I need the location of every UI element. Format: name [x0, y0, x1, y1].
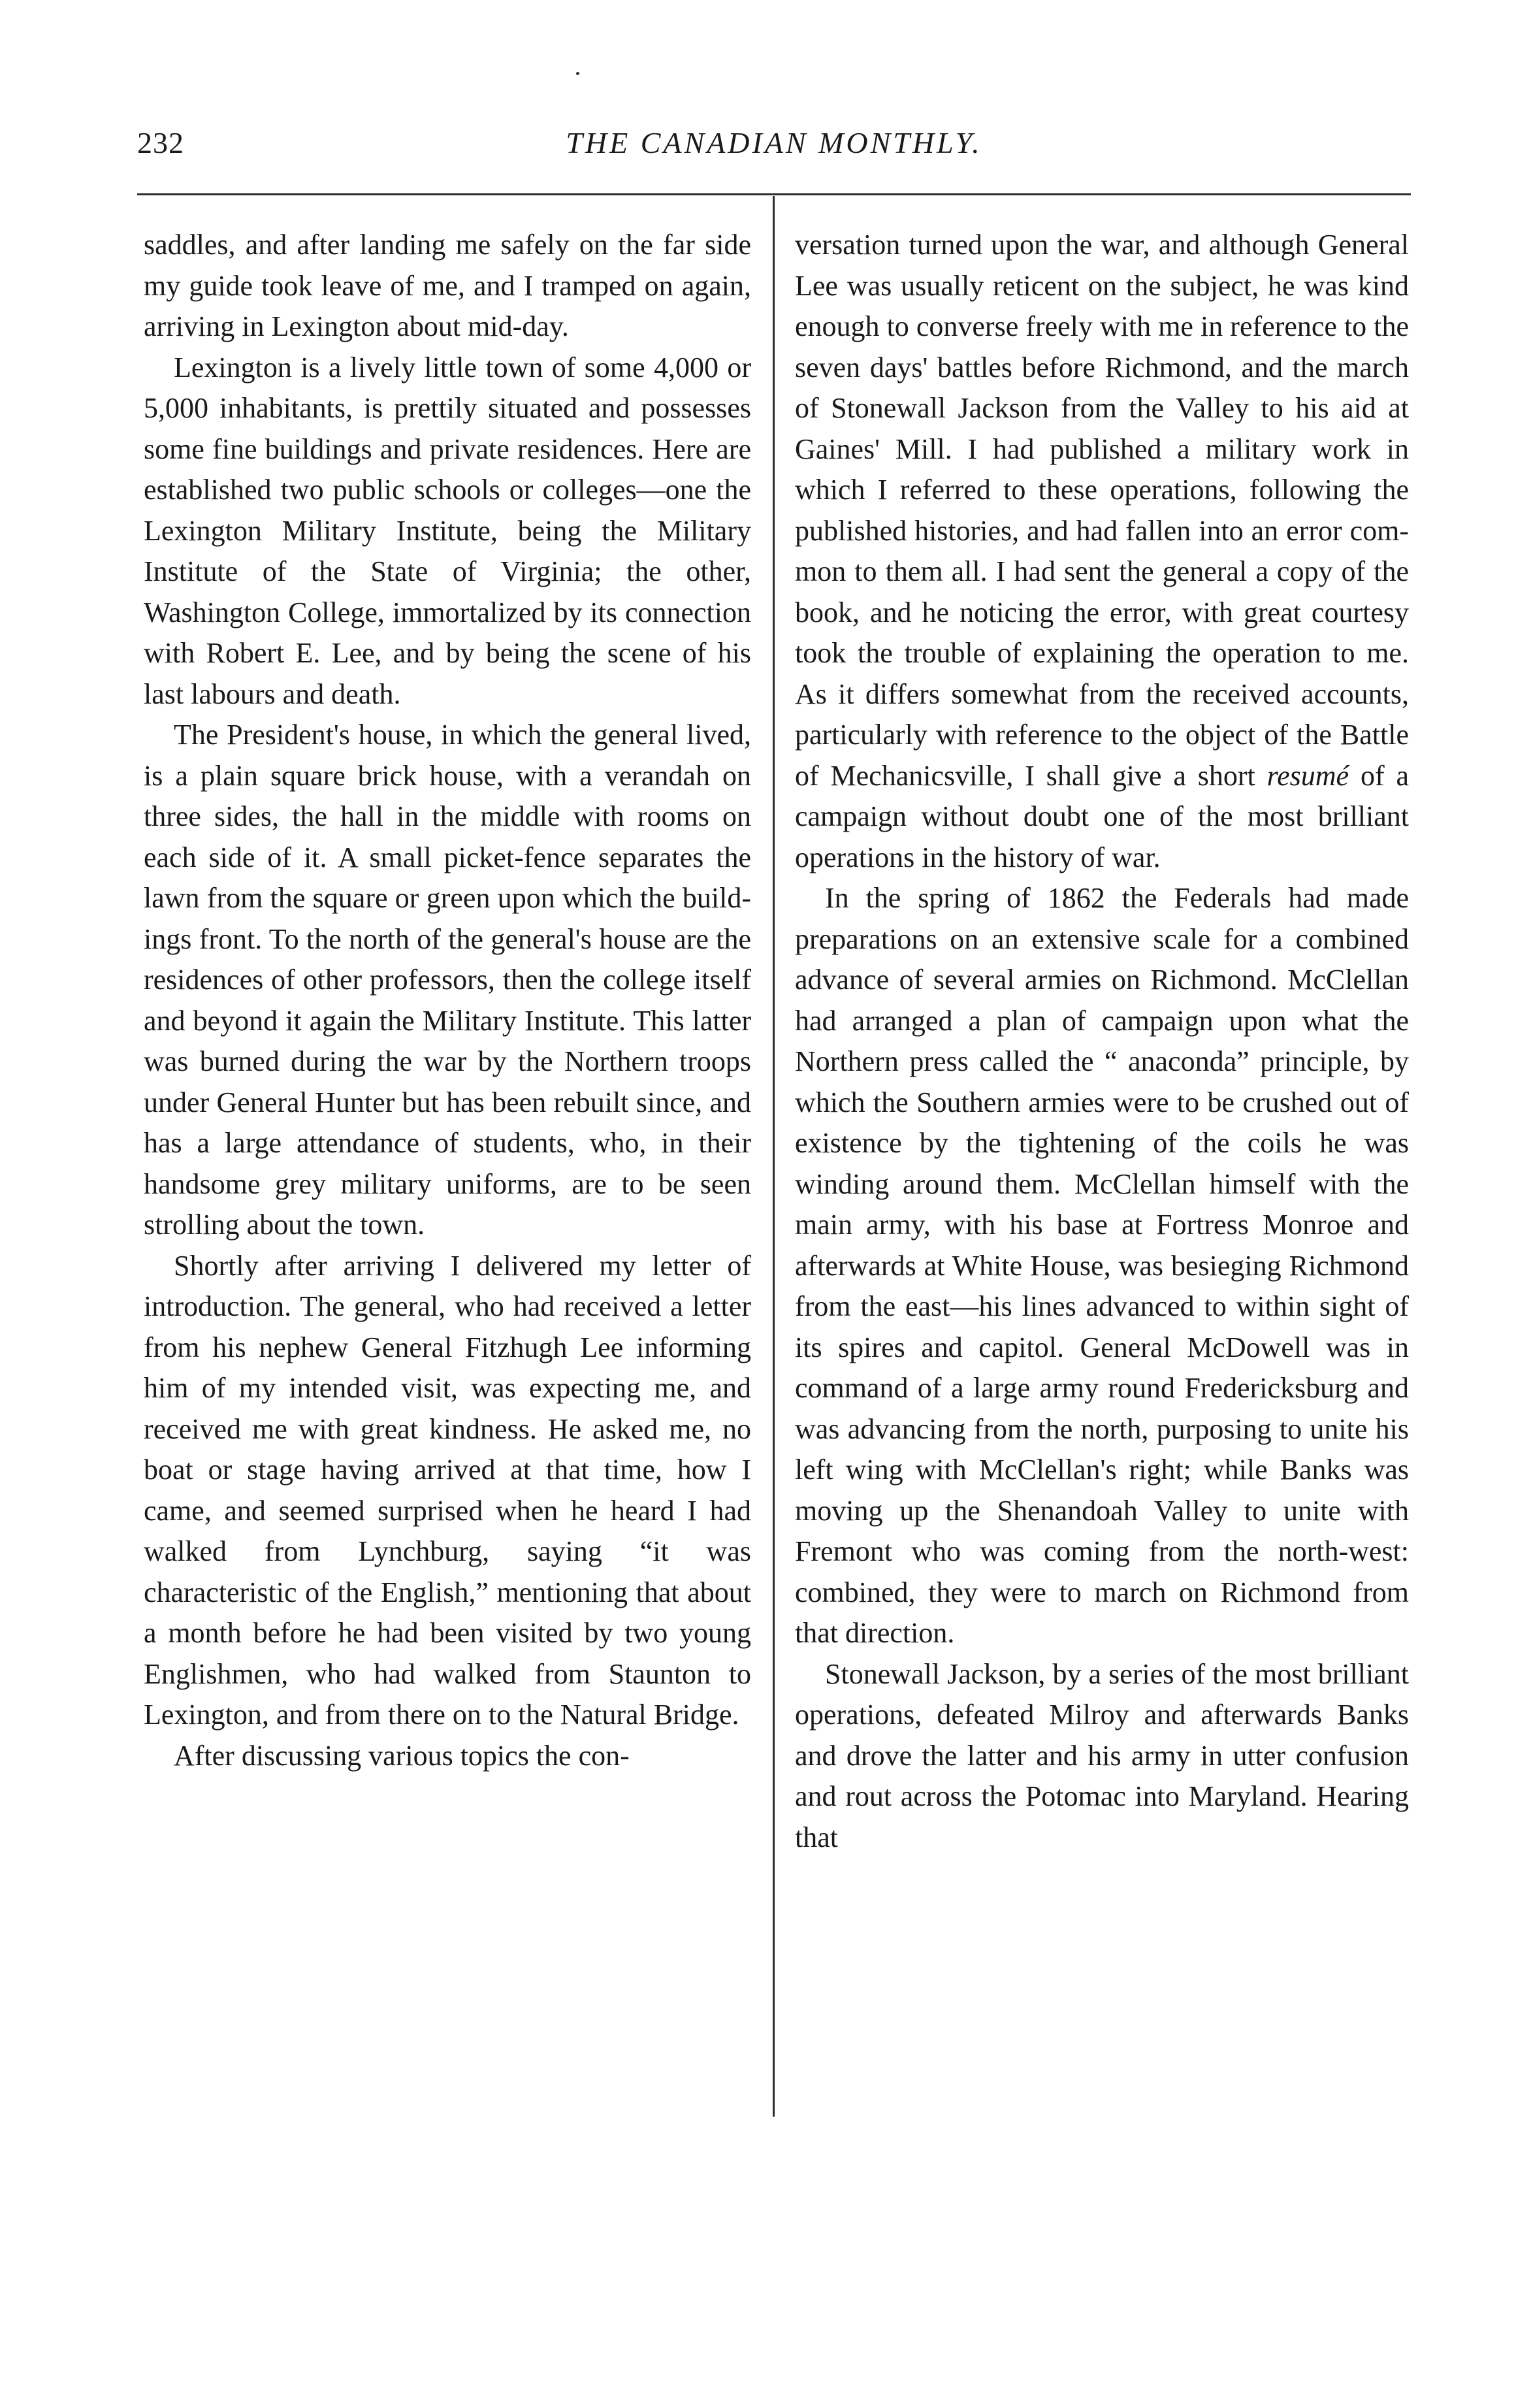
- column-divider: [773, 196, 775, 2117]
- italic-term: resumé: [1266, 759, 1349, 792]
- paragraph: [795, 225, 1409, 878]
- print-speck: [576, 72, 579, 75]
- header-rule: [137, 193, 1411, 195]
- right-column: [795, 225, 1409, 1858]
- paragraph: Shortly after arriving I delivered my letter of introduction. The general, who had received a letter from his nephew General Fitzhugh Lee informing him of my intended visit, was expecting me, and received me with great kindness. He asked me, no boat or stage having arrived at that time, how I came, and seemed surprised when he heard I had walked from Lynchburg, saying “it was characteristic of the English,” mentioning that about a month before he had been visited by two young Englishmen, who had walked from Staunton to Lexington, and from there on to the Natural Bridge.: [144, 1249, 751, 1731]
- paragraph-text: of a campaign without doubt one of the most brilliant operations in the history of war.: [795, 759, 1409, 873]
- page-header: [137, 125, 1411, 178]
- page-number: 232: [137, 126, 184, 159]
- paragraph-text: versation turned upon the war, and although General Lee was usually reticent on the subject, he was kind enough to converse freely with me in reference to the seven days' battles before Richmond, and the march of Stonewall Jackson from the Valley to his aid at Gaines' Mill. I had published a military work in which I referred to these operations, following the published histories, and had fallen into an error common to them all. I had sent the general a copy of the book, and he noticing the error, with great courtesy took the trouble of explaining the operation to me. As it differs somewhat from the received accounts, particularly with reference to the object of the Battle of Mechanicsville, I shall give a short: [795, 229, 1409, 792]
- paragraph: The President's house, in which the general lived, is a plain square brick house, with a verandah on three sides, the hall in the middle with rooms on each side of it. A small picket-fence separates the lawn from the square or green upon which the buildings front. To the north of the general's house are the residences of other professors, then the college itself and beyond it again the Military Institute. This latter was burned during the war by the Northern troops under General Hunter but has been rebuilt since, and has a large attendance of students, who, in their handsome grey military uniforms, are to be seen strolling about the town.: [144, 719, 751, 1241]
- left-column: [144, 225, 751, 1776]
- paragraph: In the spring of 1862 the Federals had made preparations on an extensive scale for a combined advance of several armies on Richmond. McClellan had arranged a plan of campaign upon what the Northern press called the “ anaconda” principle, by which the Southern armies were to be crushed out of existence by the tightening of the coils he was winding around them. McClellan himself with the main army, with his base at Fortress Monroe and afterwards at White House, was besieging Richmond from the east—his lines advanced to within sight of its spires and capitol. General McDowell was in command of a large army round Fredericksburg and was advancing from the north, purposing to unite his left wing with McClellan's right; while Banks was moving up the Shenandoah Valley to unite with Fremont who was coming from the north-west: combined, they were to march on Richmond from that direction.: [795, 882, 1409, 1649]
- paragraph: Stonewall Jackson, by a series of the most brilliant operations, defeated Milroy and afterwards Banks and drove the latter and his army in utter confusion and rout across the Potomac into Maryland. Hearing that: [795, 1657, 1409, 1853]
- running-title: THE CANADIAN MONTHLY.: [566, 126, 982, 159]
- paragraph: After discussing various topics the con-: [174, 1739, 630, 1772]
- paragraph: saddles, and after landing me safely on the far side my guide took leave of me, and I tramped on again, arriving in Lexington about mid-day.: [144, 229, 751, 342]
- paragraph: Lexington is a lively little town of some 4,000 or 5,000 inhabitants, is prettily situated and possesses some fine buildings and private residences. Here are established two public schools or colleges—one the Lexington Military Institute, being the Military Institute of the State of Virginia; the other, Washington College, immortalized by its connection with Robert E. Lee, and by being the scene of his last labours and death.: [144, 351, 751, 710]
